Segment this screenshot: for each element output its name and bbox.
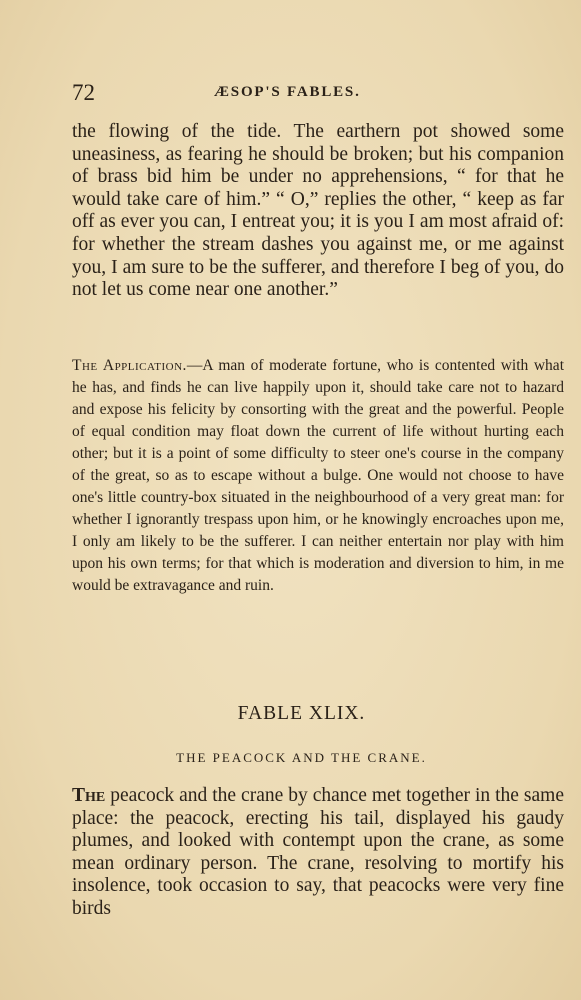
fable-body: peacock and the crane by chance met together in the same place: the peacock, erecting his tail, displayed his gaudy plumes, and looked with contempt upon the crane, as some mean ordinary person. The crane, resolving to mortify his insolence, took occasion to say, that peacocks were very fine birds bbox=[72, 785, 564, 919]
fable-lead-word: The bbox=[72, 785, 106, 806]
application-text: —A man of moderate fortune, who is contented with what he has, and finds he can live happily upon it, should take care not to hazard and expose his felicity by consorting with the great and the powerful. People of equal condition may float down the current of life without hurting each other; but it is a point of some difficulty to steer one's course in the company of the great, so as to escape without a bulge. One would not choose to have one's little country-box situated in the neighbourhood of a very great man: for whether I ignorantly trespass upon him, or he knowingly encroaches upon me, I only am likely to be the sufferer. I can neither entertain nor play with him upon his own terms; for that which is moderation and diversion to him, in me would be extravagance and ruin. bbox=[72, 357, 564, 594]
fable-subtitle: THE PEACOCK AND THE CRANE. bbox=[176, 750, 427, 765]
page-number: 72 bbox=[72, 80, 95, 105]
fable-title: FABLE XLIX. bbox=[237, 703, 366, 724]
fable-continued-text: the flowing of the tide. The earthern pot showed some uneasiness, as fearing he should be broken; but his companion of brass bid him be under no apprehensions, “ for that he would take care of him.” “ O,” replies the other, “ keep as far off as ever you can, I entreat you; it is you I am most afraid of: for whether the stream dashes you against me, or me against you, I am sure to be the sufferer, and therefore I beg of you, do not let us come near one another.” bbox=[72, 121, 564, 301]
running-head: ÆSOP'S FABLES. bbox=[214, 84, 361, 100]
page-header bbox=[72, 80, 508, 108]
application-paragraph bbox=[72, 355, 564, 597]
fable-text bbox=[72, 785, 564, 920]
application-label: The Application. bbox=[72, 357, 187, 374]
